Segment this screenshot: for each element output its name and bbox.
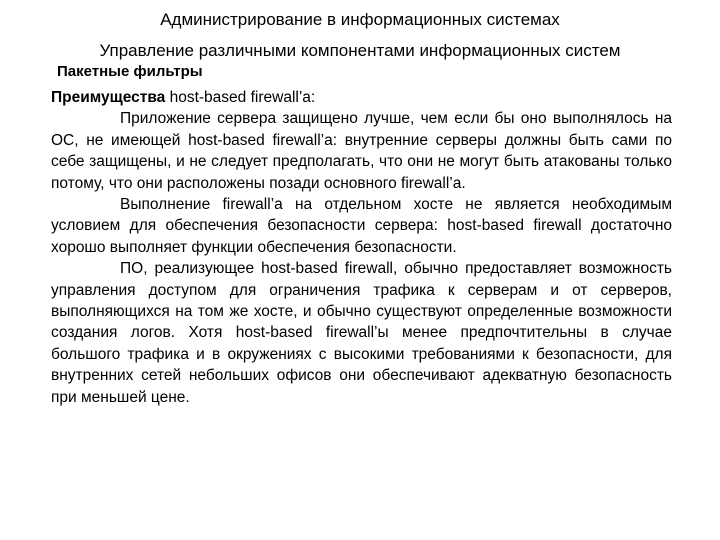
page-subtitle: Управление различными компонентами информационных систем <box>99 41 621 60</box>
lead-bold: Преимущества <box>51 89 166 106</box>
paragraph-3: ПО, реализующее host-based firewall, обычно предоставляет возможность управления доступом для ограничения трафика к серверам и от серверов, выполняющихся на том же хосте, и обычно существуют определенные возможности создания логов. Хотя host-based firewall’ы менее предпочтительны в случае большого трафика и в окружениях с высокими требованиями к безопасности, для внутренних сетей небольших офисов они обеспечивают адекватную безопасность при меньшей цене. <box>51 260 672 406</box>
paragraph-2: Выполнение firewall’a на отдельном хосте не является необходимым условием для обеспечения безопасности сервера: host-based firewall достаточно хорошо выполняет функции обеспечения безопасности. <box>51 196 672 256</box>
section-title: Пакетные фильтры <box>57 63 203 80</box>
body-text <box>51 87 672 408</box>
page-title: Администрирование в информационных системах <box>160 10 560 29</box>
lead-rest: host-based firewall’a: <box>165 89 316 106</box>
lead-line <box>51 87 672 108</box>
paragraph-1: Приложение сервера защищено лучше, чем если бы оно выполнялось на ОС, не имеющей host-based firewall’a: внутренние серверы должны быть сами по себе защищены, и не следует предполагать, что они не могут быть атакованы только потому, что они расположены позади основного firewall’a. <box>51 110 672 192</box>
